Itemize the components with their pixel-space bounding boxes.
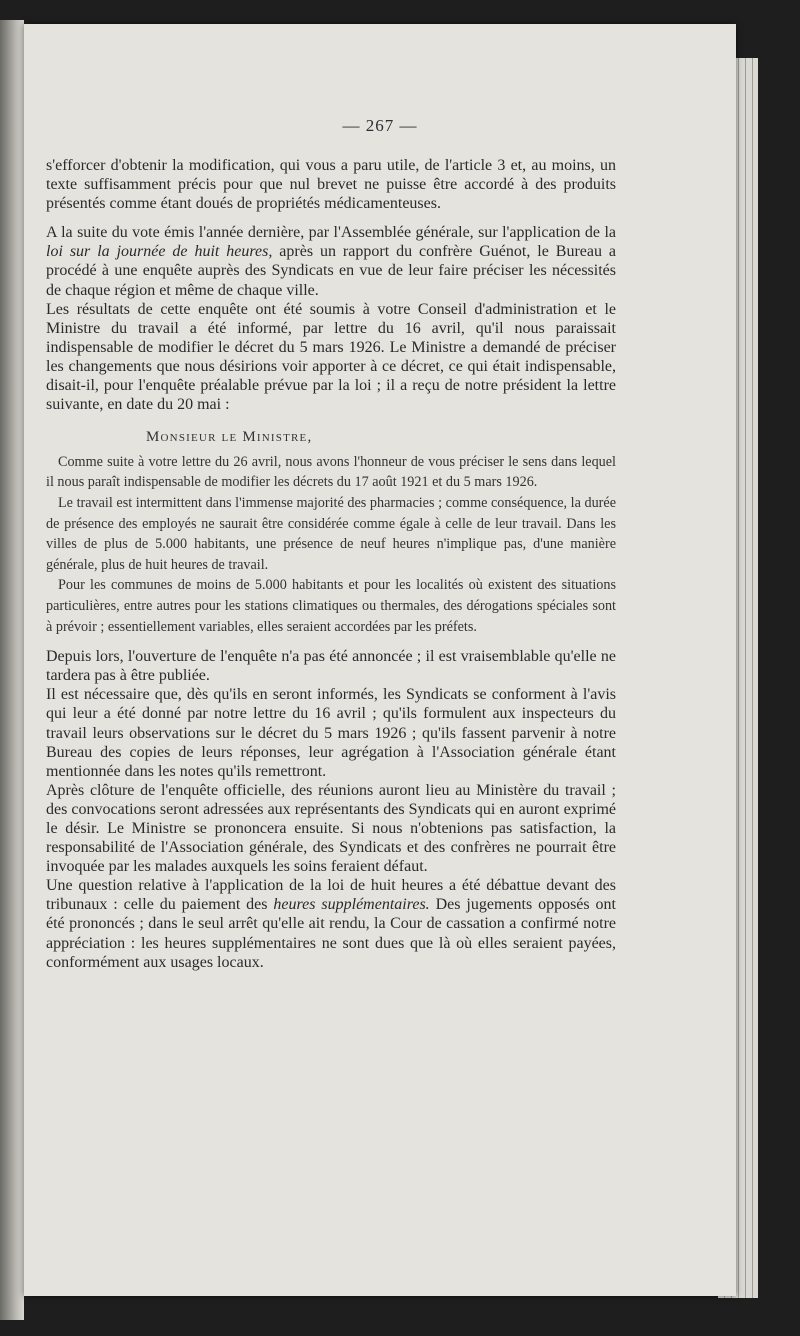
paragraph-1: s'efforcer d'obtenir la modification, qui vous a paru utile, de l'article 3 et, au moins, un texte suffisamment précis pour que nul brevet ne puisse être accordé à des produits présentés comme étant doués de propriétés médicamenteuses. — [46, 157, 616, 213]
paragraph-7-start: Une question relative à l'application de la loi de huit heures a été débattue devant des tribunaux : celle du paiement des — [46, 877, 616, 914]
quoted-letter — [46, 427, 616, 637]
paragraph-2-end: après un rapport du confrère Guénot, le Bureau a procédé à une enquête auprès des Syndicats en vue de leur faire préciser les nécessités de chaque région et même de chaque ville. — [46, 243, 617, 299]
paragraph-3: Les résultats de cette enquête ont été soumis à votre Conseil d'administration et le Ministre du travail a été informé, par lettre du 16 avril, qu'il nous paraissait indispensable de modifier le décret du 5 mars 1926. Le Ministre a demandé de préciser les changements que nous désirions voir apporter à ce décret, ce qui était indispensable, disait-il, pour l'enquête préalable prévue par la loi ; il a reçu de notre président la lettre suivante, en date du 20 mai : — [46, 300, 616, 414]
paragraph-5: Il est nécessaire que, dès qu'ils en seront informés, les Syndicats se conforment à l'avis qui leur a été donné par notre lettre du 16 avril ; qu'ils formulent aux inspecteurs du travail leurs observations sur le décret du 5 mars 1926 ; qu'ils fassent parvenir à notre Bureau des copies de leurs réponses, leur agrégation à l'Association générale étant mentionnée dans les notes qu'ils remettront. — [46, 686, 616, 780]
letter-paragraph-3: Pour les communes de moins de 5.000 habitants et pour les localités où existent des situations particulières, entre autres pour les stations climatiques ou thermales, des dérogations spéciales sont à prévoir ; essentiellement variables, elles seraient accordées par les préfets. — [46, 577, 616, 635]
letter-paragraph-1: Comme suite à votre lettre du 26 avril, nous avons l'honneur de vous préciser le sens dans lequel il nous paraît indispensable de modifier les décrets du 17 août 1921 et du 5 mars 1926. — [46, 453, 616, 491]
overtime-term: heures supplémentaires. — [273, 896, 430, 914]
paragraph-6: Après clôture de l'enquête officielle, des réunions auront lieu au Ministère du travail ; des convocations seront adressées aux représentants des Syndicats qui en auront exprimé le désir. Le Ministre se prononcera ensuite. Si nous n'obtenions pas satisfaction, la responsabilité de l'Association générale, des Syndicats et des confrères ne pourrait être invoquée par les malades auxquels les soins feraient défaut. — [46, 781, 616, 876]
law-title: loi sur la journée de huit heures, — [46, 243, 273, 261]
letter-paragraph-2: Le travail est intermittent dans l'immense majorité des pharmacies ; comme conséquence, la durée de présence des employés ne saurait être considérée comme égale à celle de leur travail. Dans les villes de plus de 5.000 habitants, une présence de neuf heures n'implique pas, d'une manière générale, plus de huit heures de travail. — [46, 495, 616, 573]
page-number: — 267 — — [342, 116, 418, 135]
adjacent-page-edge — [0, 20, 24, 1320]
paragraph-7 — [46, 876, 616, 971]
paragraph-4: Depuis lors, l'ouverture de l'enquête n'a pas été annoncée ; il est vraisemblable qu'elle ne tardera pas à être publiée. — [46, 648, 616, 685]
paragraph-2 — [46, 223, 616, 299]
page-body — [46, 156, 616, 972]
letter-salutation: Monsieur le Ministre, — [146, 429, 313, 446]
paragraph-2-start: A la suite du vote émis l'année dernière, par l'Assemblée générale, sur l'application de la — [46, 224, 616, 242]
book-page — [24, 24, 736, 1296]
paragraph-7-end: Des jugements opposés ont été prononcés ; dans le seul arrêt qu'elle ait rendu, la Cour de cassation a confirmé notre appréciation : les heures supplémentaires ne sont dues que là où elles seraient payées, conformément aux usages locaux. — [46, 896, 616, 971]
